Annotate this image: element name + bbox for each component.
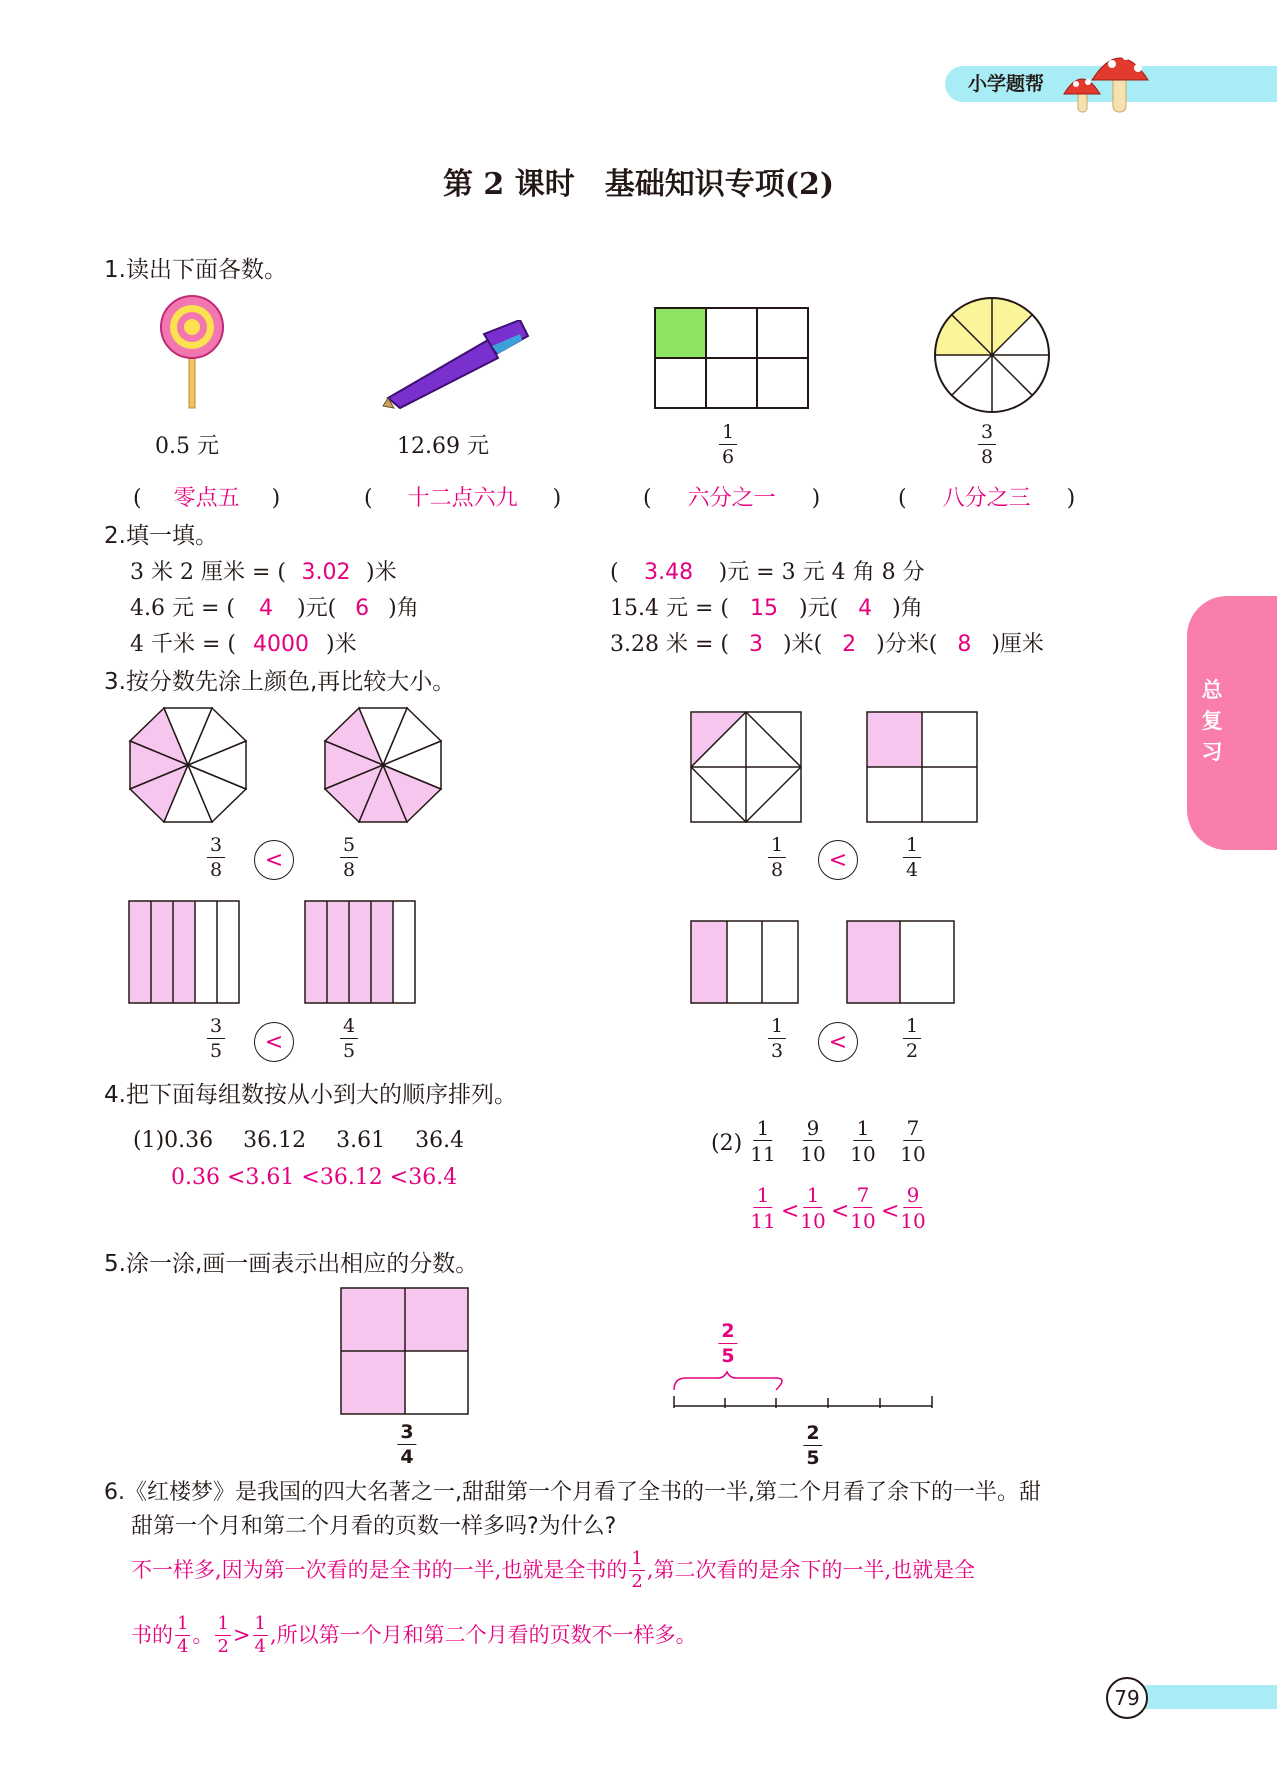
q6-answer-line2: 书的 $\frac{1}{4}$ 。 $\frac{1}{2}$ > $\frac{1}{4}$ ,所以第一个月和第二个月看的页数不一样多。 [131, 1613, 697, 1657]
pen-icon [380, 320, 530, 410]
bar-1-3 [690, 920, 800, 1004]
q3-c2-right: $\frac{1}{4}$ [903, 836, 921, 880]
bar-3-5 [128, 900, 242, 1004]
q4-g2-lt-2: < [831, 1199, 850, 1224]
q5-line-answer: $\frac{2}{5}$ [718, 1322, 737, 1366]
q2-left-row-1: 3 米 2 厘米 = ( 3.02 )米 [130, 560, 397, 585]
q4-g2-a1: $\frac{1}{11}$ [750, 1183, 776, 1233]
q4-prompt: 4.把下面每组数按从小到大的顺序排列。 [104, 1082, 517, 1108]
q1-prompt: 1.读出下面各数。 [104, 257, 287, 283]
bar-1-2 [846, 920, 956, 1004]
side-tab-label: 总复习 [1201, 678, 1223, 764]
q1-answer-1: ( 零点五 ) [133, 486, 281, 511]
q4-g2-lt-1: < [781, 1199, 800, 1224]
q4-group1: (1)0.36 36.12 3.61 36.4 [133, 1128, 465, 1153]
square-3-4 [340, 1287, 470, 1415]
q3-c1-left: $\frac{3}{8}$ [207, 836, 225, 880]
page-number: 79 [1106, 1677, 1148, 1719]
q2-right-row-3: 3.28 米 = ( 3 )米( 2 )分米( 8 )厘米 [610, 632, 1044, 657]
square-1-4 [866, 711, 978, 823]
q3-c4-sign[interactable]: < [818, 1022, 858, 1062]
q3-c3-right: $\frac{4}{5}$ [340, 1017, 358, 1061]
q2-right-row-2: 15.4 元 = ( 15 )元( 4 )角 [610, 596, 923, 621]
q4-g2-v3: $\frac{1}{10}$ [850, 1116, 876, 1166]
brand-label: 小学题帮 [968, 73, 1045, 95]
q4-g2-v4: $\frac{7}{10}$ [900, 1116, 926, 1166]
q4-g2-v2: $\frac{9}{10}$ [800, 1116, 826, 1166]
rect-sixths [654, 307, 810, 409]
q1-frac-1: $\frac{1}{6}$ [719, 423, 737, 467]
q3-c1-right: $\frac{5}{8}$ [340, 836, 358, 880]
q4-group1-answer: 0.36 <3.61 <36.12 <36.4 [171, 1165, 458, 1190]
q1-frac-2: $\frac{3}{8}$ [978, 423, 996, 467]
q4-g2-a3: $\frac{7}{10}$ [850, 1183, 876, 1233]
q4-group2-label: (2) [711, 1131, 743, 1156]
q1-answer-3: ( 六分之一 ) [643, 486, 821, 511]
q4-g2-a2: $\frac{1}{10}$ [800, 1183, 826, 1233]
q4-g2-lt-3: < [881, 1199, 900, 1224]
q4-g2-v1: $\frac{1}{11}$ [750, 1116, 776, 1166]
octagon-5-8 [323, 706, 443, 824]
q1-label-2: 12.69 元 [397, 434, 489, 459]
q6-answer-line1: 不一样多,因为第一次看的是全书的一半,也就是全书的 $\frac{1}{2}$ ,第二次看的是余下的一半,也就是全 [131, 1548, 976, 1592]
q3-c4-left: $\frac{1}{3}$ [768, 1017, 786, 1061]
q3-c3-sign[interactable]: < [254, 1022, 294, 1062]
q1-label-1: 0.5 元 [155, 434, 219, 459]
mushroom-icon [1060, 44, 1150, 116]
bar-4-5 [304, 900, 418, 1004]
q2-prompt: 2.填一填。 [104, 523, 218, 549]
octagon-3-8 [128, 706, 248, 824]
q2-left-row-3: 4 千米 = ( 4000 )米 [130, 632, 357, 657]
q3-c1-sign[interactable]: < [254, 840, 294, 880]
q2-right-row-1: ( 3.48 )元 = 3 元 4 角 8 分 [610, 560, 925, 585]
q6-prompt-line2: 甜第一个月和第二个月看的页数一样多吗?为什么? [131, 1514, 617, 1539]
q5-square-frac: $\frac{3}{4}$ [397, 1423, 416, 1467]
q5-prompt: 5.涂一涂,画一画表示出相应的分数。 [104, 1251, 479, 1277]
q3-c2-sign[interactable]: < [818, 840, 858, 880]
q3-c2-left: $\frac{1}{8}$ [768, 836, 786, 880]
q3-c4-right: $\frac{1}{2}$ [903, 1017, 921, 1061]
q1-answer-4: ( 八分之三 ) [898, 486, 1076, 511]
number-line [672, 1370, 936, 1412]
lollipop-icon [155, 292, 231, 410]
q3-prompt: 3.按分数先涂上颜色,再比较大小。 [104, 669, 456, 695]
page-title: 第 2 课时 基础知识专项(2) [442, 167, 835, 202]
q2-left-row-2: 4.6 元 = ( 4 )元( 6 )角 [130, 596, 419, 621]
q3-c3-left: $\frac{3}{5}$ [207, 1017, 225, 1061]
q4-g2-a4: $\frac{9}{10}$ [900, 1183, 926, 1233]
q6-prompt-line1: 6.《红楼梦》是我国的四大名著之一,甜甜第一个月看了全书的一半,第二个月看了余下的一半。甜 [104, 1480, 1041, 1505]
q1-answer-2: ( 十二点六九 ) [364, 486, 562, 511]
q5-line-frac: $\frac{2}{5}$ [803, 1424, 822, 1468]
circle-eighths [932, 295, 1052, 415]
square-1-8 [690, 711, 802, 823]
